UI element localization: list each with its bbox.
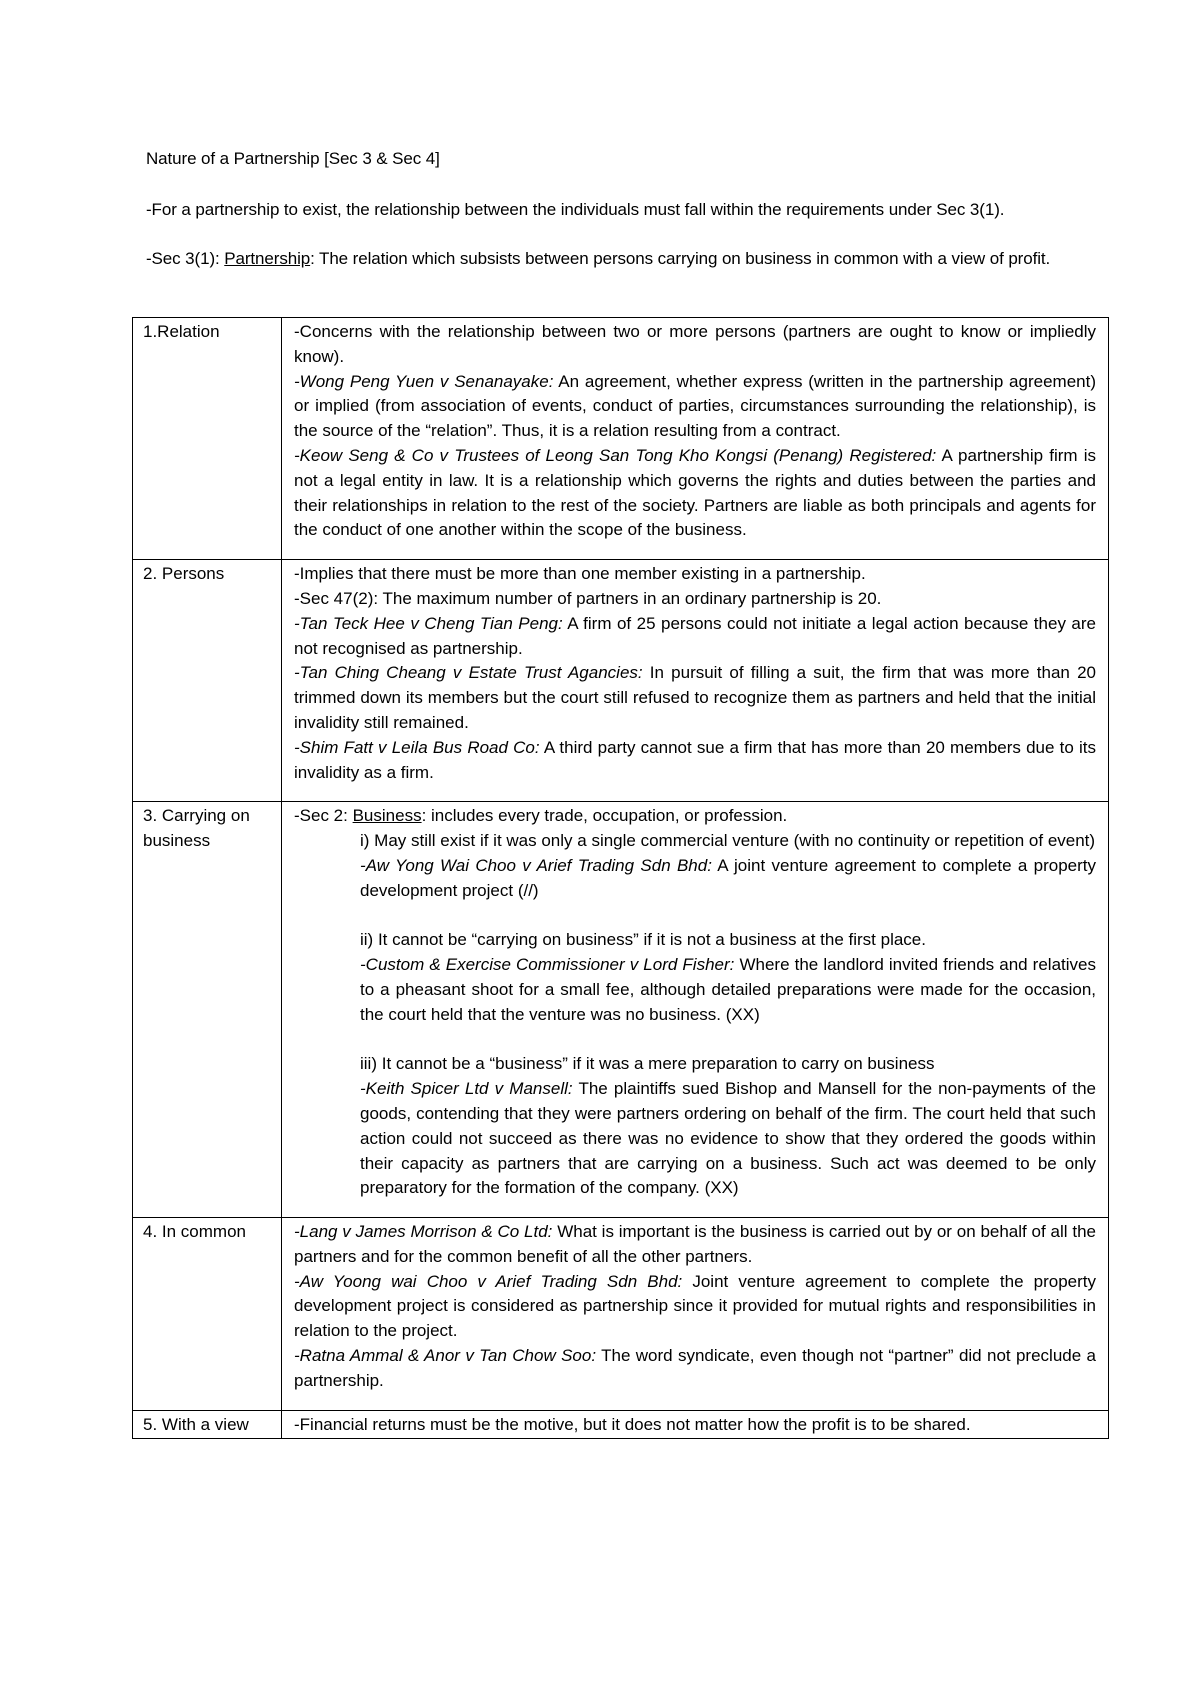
- paragraph: [360, 1077, 1096, 1201]
- paragraph-text: A firm of 25 persons could not initiate a legal action because they are not recognised as partnership.: [294, 613, 1096, 658]
- case-name: -Lang v James Morrison & Co Ltd:: [294, 1222, 553, 1242]
- paragraph: [294, 320, 1096, 370]
- spacer: [360, 1028, 1096, 1053]
- case-name: -Aw Yong Wai Choo v Arief Trading Sdn Bhd:: [360, 855, 712, 875]
- case-name: -Tan Ching Cheang v Estate Trust Agancies:: [294, 663, 643, 683]
- paragraph: [360, 854, 1096, 904]
- paragraph: [294, 1220, 1096, 1270]
- paragraph: [294, 1413, 1096, 1438]
- row-content: [282, 318, 1109, 560]
- paragraph-text: The plaintiffs sued Bishop and Mansell for the non-payments of the goods, contending that they were partners ordering on behalf of the firm. The court held that such action could not succeed as there was no evidence to show that they ordered the goods within their capacity as partners that are carrying on a business. Such act was deemed to be only preparatory for the formation of the company. (XX): [360, 1079, 1097, 1198]
- case-name: -Keow Seng & Co v Trustees of Leong San Tong Kho Kongsi (Penang) Registered:: [294, 445, 937, 465]
- row-content: [282, 1218, 1109, 1411]
- paragraph-text: Where the landlord invited friends and relatives to a pheasant shoot for a small fee, although detailed preparations were made for the occasion, the court held that the venture was no business. (XX): [360, 955, 1096, 1024]
- table-row-in-common: [133, 1218, 1109, 1411]
- sub-point-lead: i) May still exist if it was only a single commercial venture (with no continuity or repetition of event): [360, 831, 1096, 851]
- paragraph-text: A partnership firm is not a legal entity in law. It is a relationship which governs the rights and duties between the parties and their relationships in relation to the rest of the society. Partners are liable as both principals and agents for the conduct of one another within the scope of the business.: [294, 445, 1096, 540]
- case-name: -Aw Yoong wai Choo v Arief Trading Sdn Bhd:: [294, 1271, 683, 1291]
- paragraph-text: What is important is the business is carried out by or on behalf of all the partners and for the common benefit of all the other partners.: [294, 1222, 1096, 1266]
- table-row-carrying-on-business: [133, 802, 1109, 1218]
- paragraph: [294, 444, 1096, 543]
- spacer: [360, 904, 1096, 929]
- intro-text: : includes every trade, occupation, or profession.: [421, 806, 788, 826]
- table-row-persons: [133, 560, 1109, 802]
- intro-prefix: -Sec 2:: [294, 806, 353, 826]
- paragraph-text: -Sec 47(2): The maximum number of partners in an ordinary partnership is 20.: [294, 588, 882, 608]
- table-row-with-a-view: [133, 1410, 1109, 1439]
- case-name: -Shim Fatt v Leila Bus Road Co:: [294, 737, 540, 757]
- partnership-elements-table: [132, 317, 1109, 1439]
- paragraph: [294, 661, 1096, 735]
- paragraph-text: A third party cannot sue a firm that has more than 20 members due to its invalidity as a firm.: [294, 737, 1096, 782]
- definition-prefix: -Sec 3(1):: [146, 249, 225, 268]
- paragraph: [294, 736, 1096, 786]
- row-heading: 2. Persons: [133, 560, 282, 802]
- intro-requirement: -For a partnership to exist, the relationship between the individuals must fall within the requirements under Sec 3(1).: [146, 200, 1005, 219]
- definition-text: : The relation which subsists between persons carrying on business in common with a view of profit.: [310, 249, 1051, 268]
- paragraph-text: An agreement, whether express (written in the partnership agreement) or implied (from association of events, conduct of parties, circumstances surrounding the relationship), is the source of the “relation”. Thus, it is a relation resulting from a contract.: [294, 371, 1096, 441]
- case-name: -Wong Peng Yuen v Senanayake:: [294, 371, 554, 391]
- case-name: -Custom & Exercise Commissioner v Lord Fisher:: [360, 955, 735, 975]
- row-heading: 5. With a view: [133, 1410, 282, 1439]
- row-heading: 4. In common: [133, 1218, 282, 1411]
- case-name: -Tan Teck Hee v Cheng Tian Peng:: [294, 613, 563, 633]
- paragraph-text: The word syndicate, even though not “partner” did not preclude a partnership.: [294, 1346, 1096, 1390]
- row-content: [282, 1410, 1109, 1439]
- definition-term: Partnership: [224, 249, 311, 268]
- table-row-relation: [133, 318, 1109, 560]
- paragraph: [360, 953, 1096, 1027]
- row-heading: 3. Carrying on business: [133, 802, 282, 1218]
- sub-point-1: [360, 829, 1096, 1201]
- paragraph-text: -Financial returns must be the motive, but it does not matter how the profit is to be shared.: [294, 1414, 971, 1434]
- case-name: -Ratna Ammal & Anor v Tan Chow Soo:: [294, 1346, 597, 1366]
- sub-point-lead: ii) It cannot be “carrying on business” if it is not a business at the first place.: [360, 930, 926, 950]
- paragraph: [294, 587, 1096, 612]
- paragraph: [294, 1344, 1096, 1394]
- paragraph: [294, 804, 1096, 829]
- paragraph: [294, 562, 1096, 587]
- paragraph-text: In pursuit of filling a suit, the firm that was more than 20 trimmed down its members but the court still refused to recognize them as partners and held that the initial invalidity still remained.: [294, 663, 1096, 732]
- intro-term: Business: [352, 806, 422, 826]
- paragraph: [294, 1270, 1096, 1344]
- paragraph: [294, 370, 1096, 444]
- paragraph: [294, 612, 1096, 662]
- intro-definition: [146, 246, 1106, 271]
- page-title: Nature of a Partnership [Sec 3 & Sec 4]: [146, 149, 440, 168]
- paragraph-text: Joint venture agreement to complete the property development project is considered as partnership since it provided for mutual rights and responsibilities in relation to the project.: [294, 1271, 1096, 1341]
- paragraph-text: -Concerns with the relationship between two or more persons (partners are ought to know or impliedly know).: [294, 322, 1096, 366]
- row-content: [282, 560, 1109, 802]
- sub-point-lead: iii) It cannot be a “business” if it was a mere preparation to carry on business: [360, 1054, 935, 1074]
- paragraph-text: A joint venture agreement to complete a property development project (//): [360, 855, 1097, 900]
- case-name: -Keith Spicer Ltd v Mansell:: [360, 1079, 573, 1099]
- row-heading: 1.Relation: [133, 318, 282, 560]
- paragraph-text: -Implies that there must be more than one member existing in a partnership.: [294, 564, 866, 584]
- row-content: [282, 802, 1109, 1218]
